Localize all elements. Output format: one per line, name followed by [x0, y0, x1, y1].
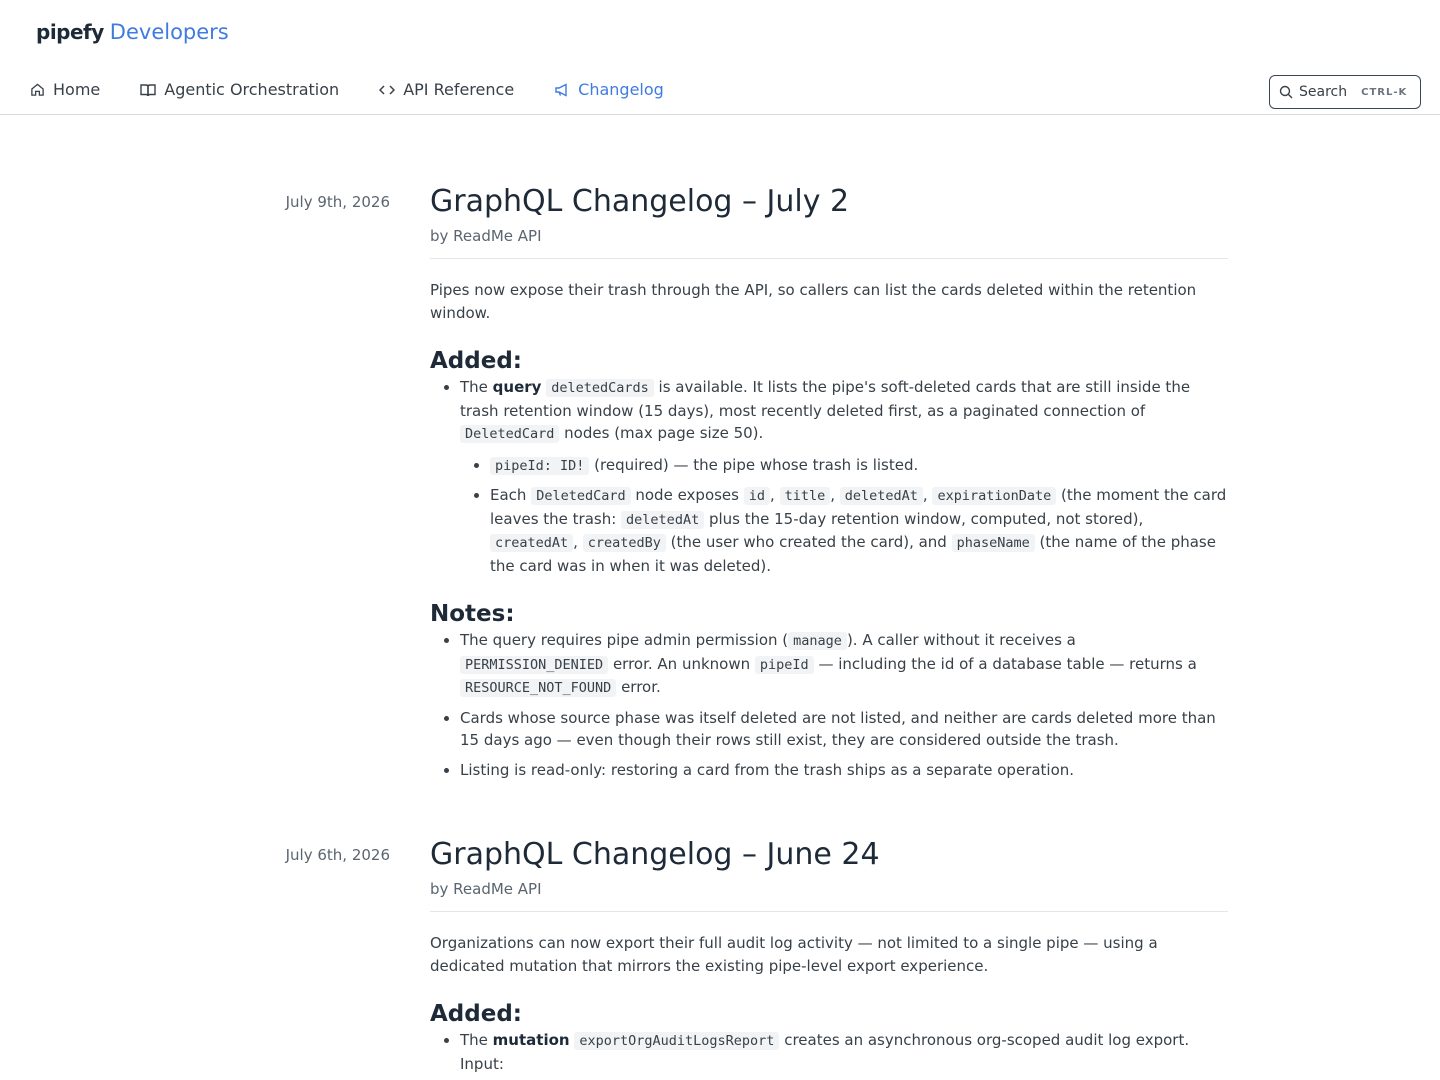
entry-title[interactable]: GraphQL Changelog – July 2 [430, 184, 850, 219]
code-snippet: manage [788, 632, 847, 650]
code-snippet: createdBy [583, 534, 666, 552]
entry-divider [430, 258, 1228, 259]
entry-intro: Pipes now expose their trash through the API, so callers can list the cards deleted within the retention window. [430, 281, 1197, 322]
nav-item-label: Agentic Orchestration [164, 80, 340, 99]
list-item: • Cards whose source phase was itself deleted are not listed, and neither are cards deleted more than 15 days ago — even though their rows still exist, they are considered outside the trash. [460, 707, 1228, 752]
added-list [430, 376, 1228, 577]
list-item: • Each DeletedCard node exposes id , title , deletedAt , expirationDate (the moment the card leaves the trash: deletedAt plus the 15-day retention window, computed, not stored), createdAt , createdBy (the user who created the card), and phaseName (the name of the phase the card was in when it was deleted). [490, 484, 1228, 577]
entry-date: July 9th, 2026 [285, 193, 390, 211]
entry-intro: Organizations can now export their full audit log activity — not limited to a single pipe — using a dedicated mutation that mirrors the existing pipe-level export experience. [430, 934, 1158, 975]
nav-item-label: Home [53, 80, 101, 99]
brand-mark: pipefy [36, 20, 104, 44]
nav-item-label: API Reference [403, 80, 515, 99]
nav-item-agentic-orchestration[interactable] [140, 80, 339, 99]
entry-date: July 6th, 2026 [285, 846, 390, 864]
code-snippet: RESOURCE_NOT_FOUND [460, 679, 616, 697]
code-icon [379, 84, 395, 96]
code-snippet: PERMISSION_DENIED [460, 656, 608, 674]
code-snippet: id [744, 487, 770, 505]
megaphone-icon [554, 83, 570, 97]
entry-body [430, 837, 1228, 1075]
nav-item-home[interactable] [30, 80, 100, 99]
added-sublist [460, 454, 1228, 578]
search-shortcut: CTRL-K [1361, 86, 1408, 98]
search-label: Search [1299, 84, 1348, 100]
brand-logo[interactable] [36, 20, 229, 44]
list-item: • The query requires pipe admin permission ( manage ). A caller without it receives a PERMISSION_DENIED error. An unknown pipeId — including the id of a database table — returns a RESOURCE_NOT_FOUND error. [460, 629, 1228, 700]
code-snippet: DeletedCard [460, 425, 559, 443]
entry-divider [430, 911, 1228, 912]
code-snippet: DeletedCard [531, 487, 630, 505]
list-item: • The query deletedCards is available. It lists the pipe's soft-deleted cards that are still inside the trash retention window (15 days), most recently deleted first, as a paginated connection of DeletedCard nodes (max page size 50). • pipeId: ID! (required) — the pipe whose trash is listed. • Each DeletedCard node exposes id , title , deletedAt , expirationDate (the moment the card leaves the trash: deletedAt plus the 15-day retention window, computed, not stored), createdAt , createdBy (the user who created the card), and phaseName (the name of the phase the card was in when it was deleted). [460, 376, 1228, 577]
main-nav [30, 80, 704, 99]
code-snippet: deletedAt [840, 487, 923, 505]
site-header [0, 0, 1440, 115]
code-snippet: pipeId: ID! [490, 457, 589, 475]
code-snippet: exportOrgAuditLogsReport [574, 1032, 779, 1050]
notes-list [430, 629, 1228, 781]
list-item: • Listing is read-only: restoring a card from the trash ships as a separate operation. [460, 759, 1228, 782]
code-snippet: createdAt [490, 534, 573, 552]
list-item: • The mutation exportOrgAuditLogsReport creates an asynchronous org-scoped audit log export. Input: [460, 1029, 1228, 1075]
added-list [430, 1029, 1228, 1075]
search-icon [1279, 85, 1293, 99]
list-item: • pipeId: ID! (required) — the pipe whose trash is listed. [490, 454, 1228, 478]
code-snippet: phaseName [952, 534, 1035, 552]
code-snippet: expirationDate [932, 487, 1056, 505]
nav-item-label: Changelog [578, 80, 664, 99]
nav-item-api-reference[interactable] [379, 80, 514, 99]
code-snippet: title [780, 487, 831, 505]
code-snippet: deletedAt [621, 511, 704, 529]
code-snippet: deletedCards [546, 379, 654, 397]
entry-title[interactable]: GraphQL Changelog – June 24 [430, 837, 880, 872]
notes-heading: Notes: [430, 601, 515, 627]
home-icon [30, 82, 45, 97]
added-heading: Added: [430, 1001, 522, 1027]
book-icon [140, 83, 156, 97]
brand-text: Developers [109, 20, 229, 44]
nav-item-changelog[interactable] [554, 80, 664, 99]
entry-author: by ReadMe API [430, 880, 542, 898]
code-snippet: pipeId [755, 656, 814, 674]
added-heading: Added: [430, 348, 522, 374]
entry-body [430, 184, 1228, 781]
search-button[interactable] [1269, 75, 1421, 109]
entry-author: by ReadMe API [430, 227, 542, 245]
